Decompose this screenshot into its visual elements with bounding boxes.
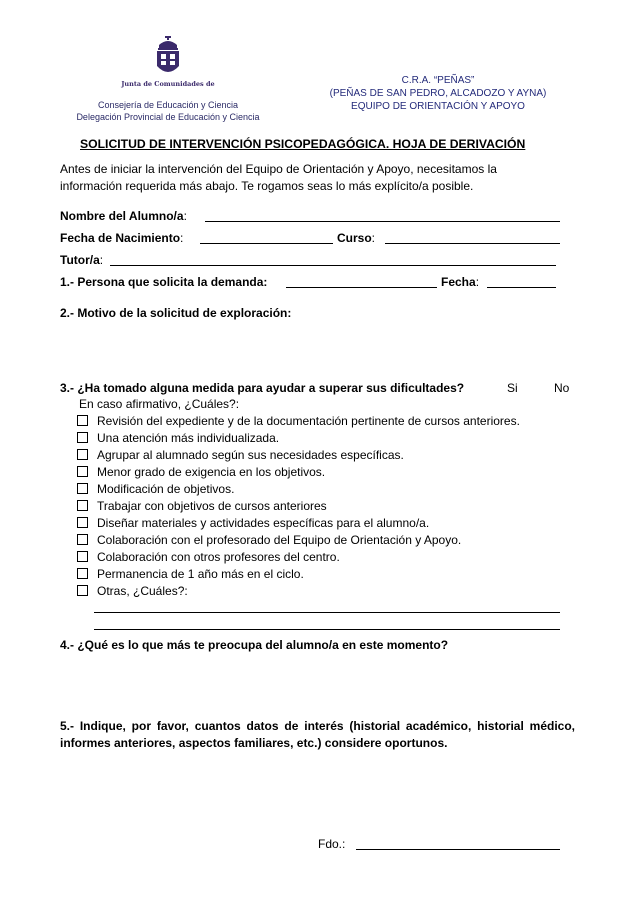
page-title: SOLICITUD DE INTERVENCIÓN PSICOPEDAGÓGICA. HOJA DE DERIVACIÓN [80, 137, 526, 151]
checkbox-icon[interactable] [77, 585, 88, 596]
q3-label: 3.- ¿Ha tomado alguna medida para ayudar a superar sus dificultades? [60, 381, 465, 395]
center-localities: (PEÑAS DE SAN PEDRO, ALCADOZO Y AYNA) [329, 88, 547, 99]
nombre-field[interactable] [205, 221, 560, 222]
otras-field-line-2[interactable] [94, 629, 560, 630]
checkbox-icon[interactable] [77, 415, 88, 426]
checkbox-icon[interactable] [77, 534, 88, 545]
q1-field[interactable] [286, 287, 437, 288]
checkbox-icon[interactable] [77, 432, 88, 443]
tutor-field[interactable] [110, 265, 556, 266]
checkbox-icon[interactable] [77, 466, 88, 477]
checkbox-icon[interactable] [77, 551, 88, 562]
signature-field[interactable] [356, 849, 560, 850]
team-name: EQUIPO DE ORIENTACIÓN Y APOYO [351, 101, 525, 112]
checkbox-cursos-anteriores[interactable]: Trabajar con objetivos de cursos anteriores [77, 498, 327, 515]
q1-fecha-label: Fecha: [441, 275, 480, 289]
checkbox-atencion[interactable]: Una atención más individualizada. [77, 430, 279, 447]
signature-label: Fdo.: [318, 837, 346, 851]
checkbox-icon[interactable] [77, 517, 88, 528]
center-header [308, 74, 568, 113]
tutor-label: Tutor/a: [60, 253, 104, 267]
center-name: C.R.A. “PEÑAS” [401, 75, 475, 86]
checkbox-icon[interactable] [77, 449, 88, 460]
checkbox-colab-profesores[interactable]: Colaboración con otros profesores del centro. [77, 549, 340, 566]
institution-name: Junta de Comunidades de [121, 80, 215, 88]
checkbox-icon[interactable] [77, 500, 88, 511]
checkbox-icon[interactable] [77, 568, 88, 579]
q2-label: 2.- Motivo de la solicitud de exploración: [60, 306, 292, 320]
q3-followup: En caso afirmativo, ¿Cuáles?: [79, 397, 240, 411]
q3-option-si[interactable]: Si [507, 381, 518, 395]
fecha-nacimiento-label: Fecha de Nacimiento: [60, 231, 184, 245]
q1-fecha-field[interactable] [487, 287, 556, 288]
intro-text: Antes de iniciar la intervención del Equipo de Orientación y Apoyo, necesitamos la información requerida más abajo. Te rogamos seas lo más explícito/a posible. [60, 162, 497, 193]
consejeria-text: Consejería de Educación y Ciencia Delegación Provincial de Educación y Ciencia [76, 100, 260, 122]
curso-label: Curso: [337, 231, 376, 245]
fecha-nacimiento-field[interactable] [200, 243, 333, 244]
checkbox-revision[interactable]: Revisión del expediente y de la documentación pertinente de cursos anteriores. [77, 413, 520, 430]
checkbox-icon[interactable] [77, 483, 88, 494]
checkbox-modificacion[interactable]: Modificación de objetivos. [77, 481, 234, 498]
q3-option-no[interactable]: No [554, 381, 570, 395]
institution-block [58, 36, 278, 123]
checkbox-otras[interactable]: Otras, ¿Cuáles?: [77, 583, 188, 600]
coat-of-arms-icon [153, 36, 183, 78]
checkbox-colab-eoa[interactable]: Colaboración con el profesorado del Equipo de Orientación y Apoyo. [77, 532, 461, 549]
checkbox-exigencia[interactable]: Menor grado de exigencia en los objetivos. [77, 464, 325, 481]
checkbox-materiales[interactable]: Diseñar materiales y actividades específicas para el alumno/a. [77, 515, 429, 532]
q1-label: 1.- Persona que solicita la demanda: [60, 275, 268, 289]
nombre-label: Nombre del Alumno/a: [60, 209, 187, 223]
otras-field-line-1[interactable] [94, 612, 560, 613]
q4-label: 4.- ¿Qué es lo que más te preocupa del alumno/a en este momento? [60, 638, 449, 652]
checkbox-permanencia[interactable]: Permanencia de 1 año más en el ciclo. [77, 566, 304, 583]
q5-label: 5.- Indique, por favor, cuantos datos de interés (historial académico, historial médico, informes anteriores, aspectos familiares, etc.) considere oportunos. [60, 719, 575, 750]
curso-field[interactable] [385, 243, 560, 244]
checkbox-agrupar[interactable]: Agrupar al alumnado según sus necesidades específicas. [77, 447, 404, 464]
